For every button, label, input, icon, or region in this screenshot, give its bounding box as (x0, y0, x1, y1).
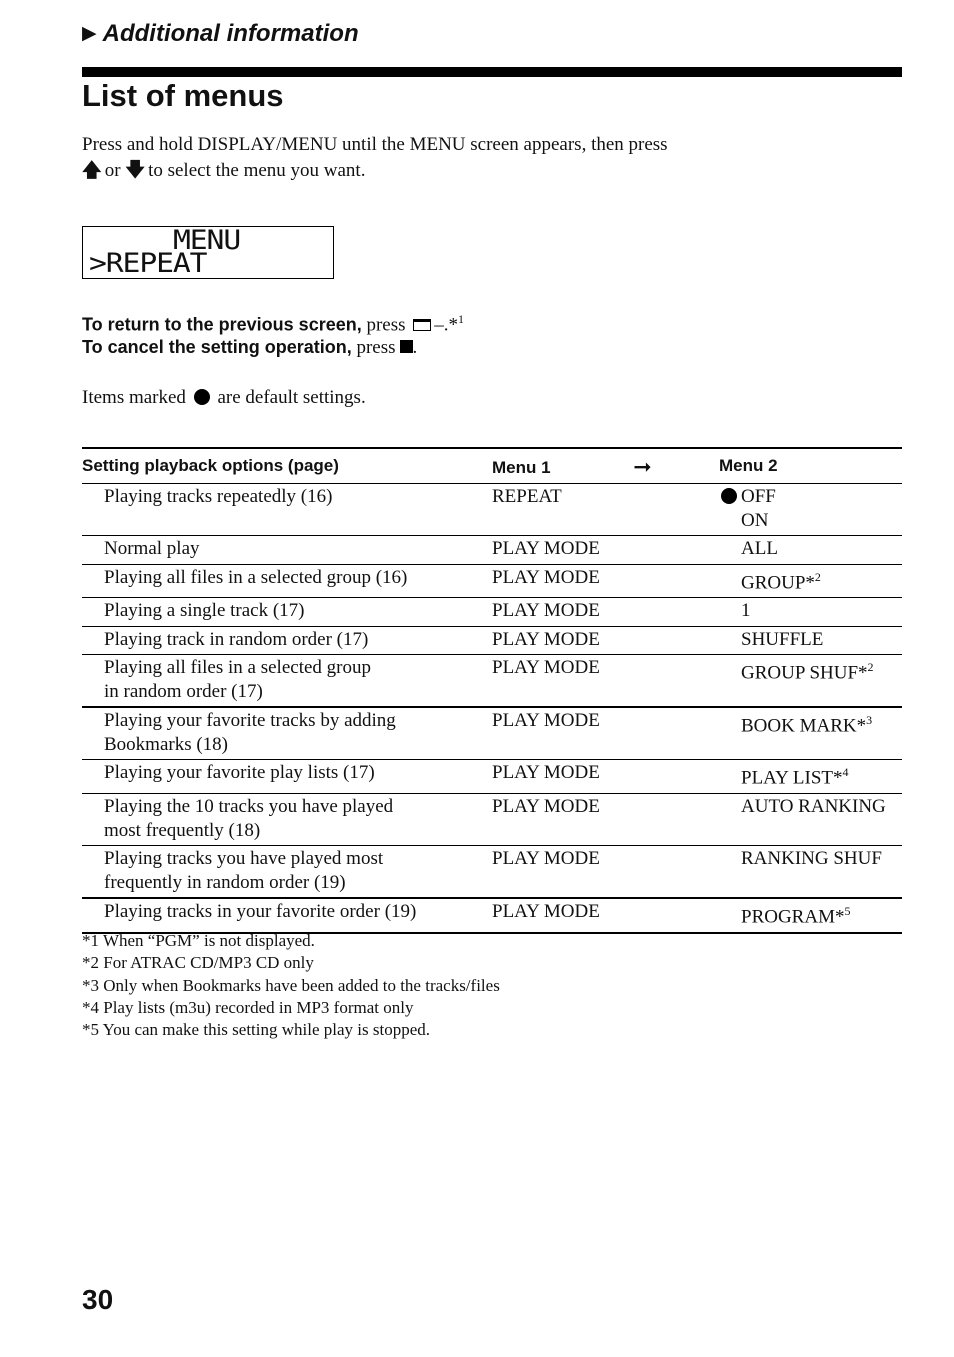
option-cell (82, 707, 492, 760)
default-circle-icon (721, 488, 737, 504)
option-cell: Playing all files in a selected group (16) (104, 566, 408, 588)
triangle-right-icon: ▶ (82, 23, 97, 44)
footnote: *1 When “PGM” is not displayed. (82, 931, 315, 950)
footnote: *3 Only when Bookmarks have been added to the tracks/files (82, 975, 500, 995)
page-title: List of menus (82, 78, 284, 113)
menu1-cell: PLAY MODE (492, 848, 600, 870)
intro-paragraph (82, 132, 822, 184)
return-label: To return to the previous screen, (82, 314, 362, 335)
down-arrow-icon: 🡇 (125, 160, 145, 181)
menu2-cell (719, 564, 902, 598)
footnote: *2 For ATRAC CD/MP3 CD only (82, 953, 314, 973)
option-text: Playing all files in a selected group (104, 657, 371, 679)
filled-circle-icon (194, 389, 210, 405)
option-text-2: in random order (17) (104, 680, 263, 702)
menu2-cell (719, 898, 902, 933)
menu2-cell: RANKING SHUF (741, 848, 882, 870)
menu2-value: PROGRAM* (741, 906, 845, 928)
table-row (82, 760, 902, 794)
option-text-2: most frequently (18) (104, 819, 261, 841)
return-suffix: –.* (434, 314, 459, 336)
option-cell: Playing tracks in your favorite order (19) (104, 901, 417, 923)
intro-line1: Press and hold DISPLAY/MENU until the MENU screen appears, then press (82, 134, 668, 155)
option-cell: Playing tracks repeatedly (16) (104, 486, 333, 507)
intro-or: or (104, 160, 121, 181)
option-cell: Playing a single track (17) (104, 600, 305, 622)
stop-icon (400, 340, 413, 353)
default-note-after: are default settings. (217, 387, 366, 408)
menu2-cell (719, 484, 902, 536)
menu2-cell: AUTO RANKING (741, 796, 886, 818)
section-header (82, 20, 359, 48)
right-arrow-icon: ➞ (633, 454, 652, 479)
table-row (82, 846, 902, 899)
menu2-cell (719, 655, 902, 708)
display-line1: MENU (173, 225, 241, 256)
option-text-2: frequently in random order (19) (104, 871, 346, 893)
footnote-ref: 2 (867, 660, 874, 675)
table-row (82, 655, 902, 708)
menu2-cell (719, 707, 902, 760)
title-rule (82, 67, 902, 77)
option-cell (82, 655, 492, 708)
footnote-ref: 2 (814, 569, 821, 584)
up-arrow-icon: 🡅 (82, 160, 102, 181)
menu1-cell: PLAY MODE (492, 657, 600, 679)
header-menu1: Menu 1 (492, 458, 551, 477)
default-note (82, 387, 366, 409)
folder-icon (413, 319, 431, 331)
return-instruction (82, 312, 464, 336)
intro-line2: to select the menu you want. (148, 160, 366, 181)
menu2-value: GROUP SHUF* (741, 662, 868, 684)
table-header-row (82, 448, 902, 484)
option-cell: Normal play (104, 538, 200, 559)
page-number: 30 (82, 1284, 114, 1315)
table-body (82, 484, 902, 933)
menu1-cell: PLAY MODE (492, 901, 600, 923)
footnote: *5 You can make this setting while play is stopped. (82, 1020, 431, 1040)
menu1-cell: PLAY MODE (492, 710, 600, 732)
cancel-instruction (82, 337, 417, 359)
menu1-cell: PLAY MODE (492, 600, 600, 622)
menu1-cell: PLAY MODE (492, 628, 600, 650)
option-text-2: Bookmarks (18) (104, 733, 229, 755)
table-row (82, 598, 902, 627)
menu1-cell: PLAY MODE (492, 762, 600, 784)
option-cell (82, 846, 492, 899)
menu2-cell (719, 760, 902, 794)
menu2-cell: ALL (741, 538, 778, 559)
default-note-before: Items marked (82, 387, 186, 408)
footnote-ref: 3 (866, 713, 873, 728)
table-row (82, 536, 902, 565)
header-menu2: Menu 2 (719, 448, 902, 484)
table-row (82, 626, 902, 655)
menu2-cell: SHUFFLE (741, 628, 824, 650)
menu1-cell: PLAY MODE (492, 796, 600, 818)
cancel-text: press (356, 337, 396, 358)
menu2-value: BOOK MARK* (741, 715, 867, 737)
cancel-suffix: . (412, 337, 418, 358)
table-row (82, 794, 902, 846)
menu1-cell: REPEAT (492, 486, 562, 507)
footnotes (82, 930, 500, 1041)
return-footnote-ref: 1 (458, 312, 465, 326)
option-cell: Playing track in random order (17) (104, 628, 369, 650)
option-cell: Playing your favorite play lists (17) (104, 762, 375, 784)
header-menu1-cell (492, 448, 719, 484)
footnote: *4 Play lists (m3u) recorded in MP3 format only (82, 997, 414, 1017)
footnote-ref: 4 (842, 765, 849, 780)
menu-display (82, 226, 334, 279)
menu2-value-2: ON (741, 509, 769, 531)
display-line2: >REPEAT (89, 248, 207, 279)
menu1-cell: PLAY MODE (492, 538, 600, 559)
option-text: Playing your favorite tracks by adding (104, 710, 396, 732)
option-cell (82, 794, 492, 846)
menu2-value: PLAY LIST* (741, 767, 843, 789)
menu2-cell: 1 (741, 600, 751, 622)
menu2-value: OFF (741, 486, 776, 507)
option-text: Playing tracks you have played most (104, 848, 384, 870)
table-row (82, 484, 902, 536)
menu-table (82, 447, 902, 934)
section-title: Additional information (102, 20, 359, 47)
table-row (82, 898, 902, 933)
menu2-value: GROUP* (741, 571, 815, 593)
option-text: Playing the 10 tracks you have played (104, 796, 394, 818)
return-text: press (366, 314, 406, 336)
table-row (82, 564, 902, 598)
header-option: Setting playback options (page) (82, 448, 492, 484)
menu1-cell: PLAY MODE (492, 566, 600, 588)
cancel-label: To cancel the setting operation, (82, 337, 352, 357)
table-row (82, 707, 902, 760)
footnote-ref: 5 (844, 904, 851, 919)
